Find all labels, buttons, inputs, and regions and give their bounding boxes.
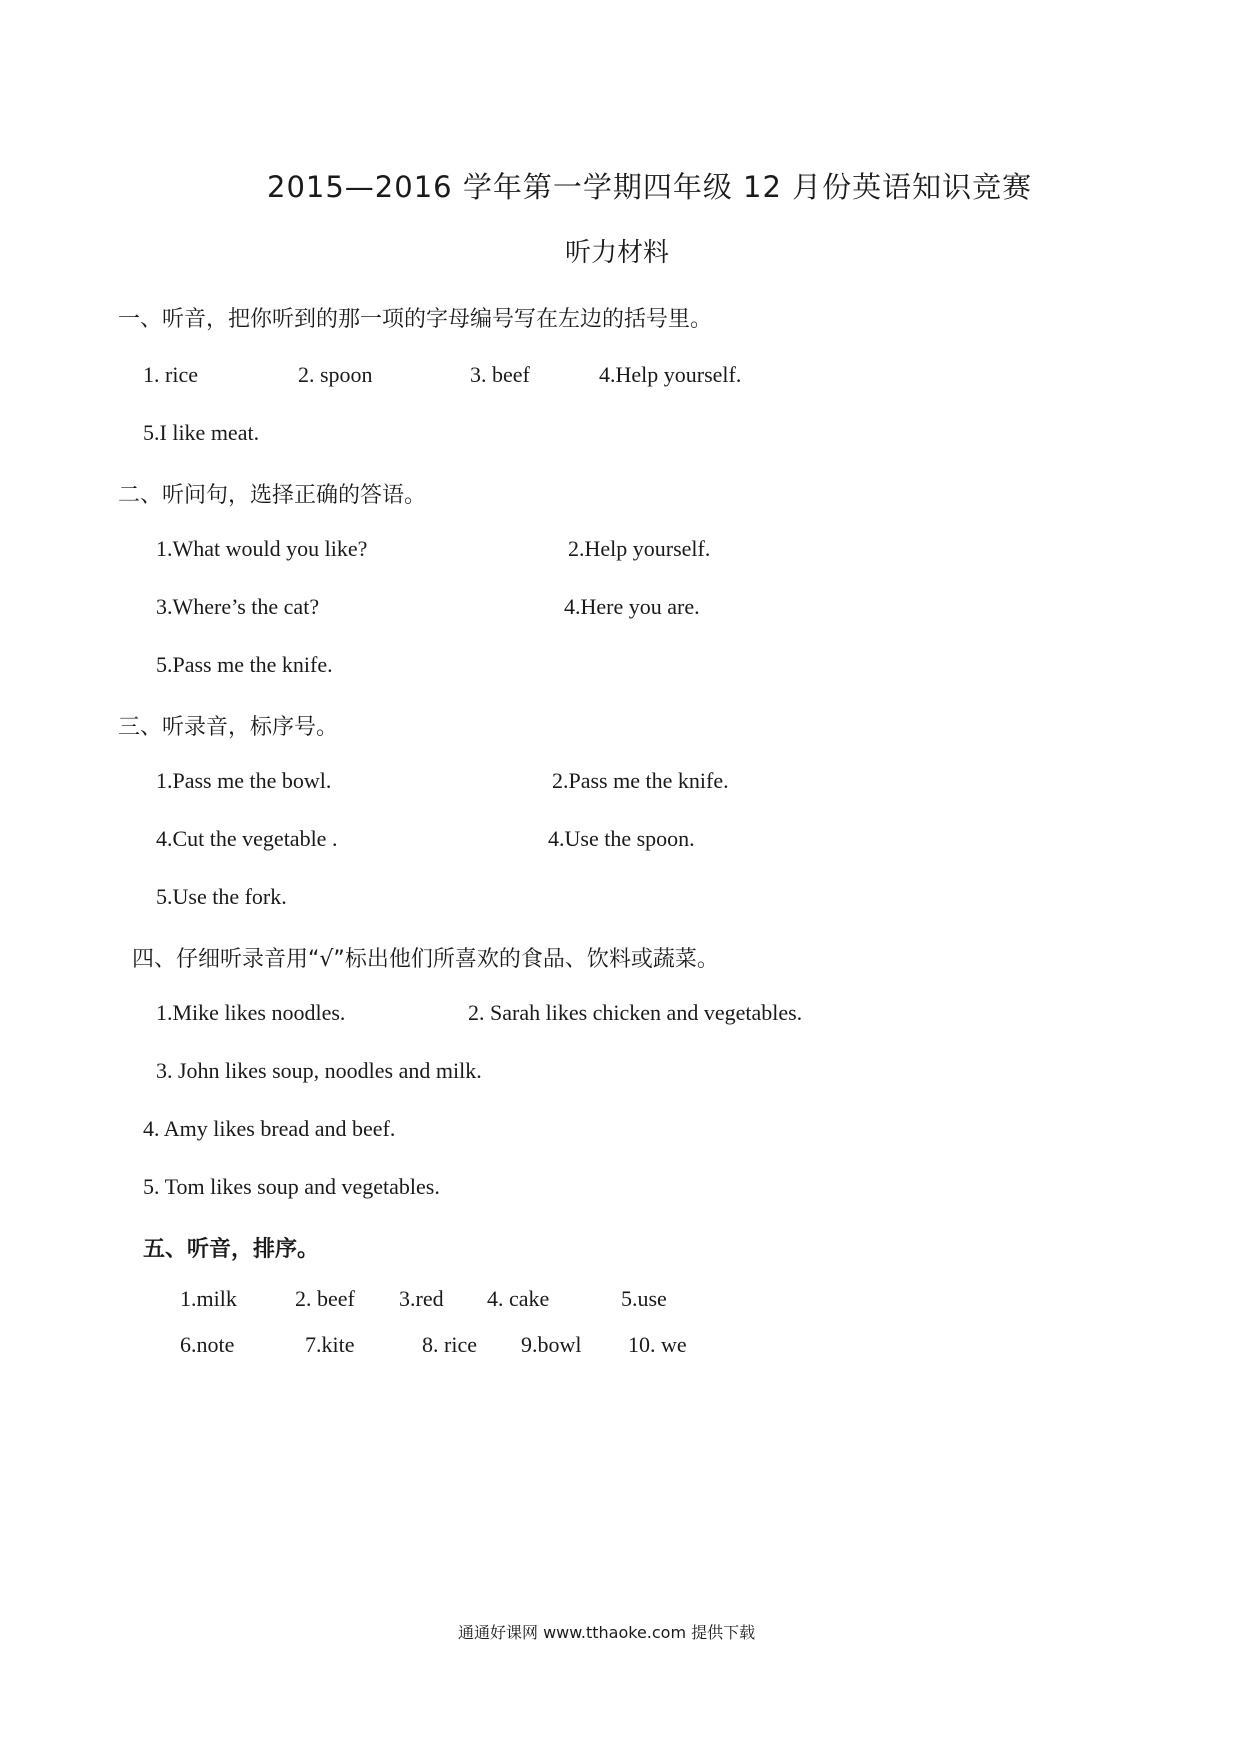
section-2-item: 3.Where’s the cat? (156, 594, 320, 619)
footer-credit: 通通好课网 www.tthaoke.com 提供下载 (458, 1623, 756, 1642)
section-1-item: 3. beef (470, 362, 530, 387)
section-1-item: 2. spoon (298, 362, 373, 387)
section-5-item: 5.use (621, 1286, 667, 1311)
section-4-item: 5. Tom likes soup and vegetables. (143, 1174, 440, 1199)
section-5-item: 3.red (399, 1286, 444, 1311)
section-4-heading: 四、仔细听录音用“√”标出他们所喜欢的食品、饮料或蔬菜。 (132, 947, 719, 972)
section-3-item: 1.Pass me the bowl. (156, 768, 332, 793)
section-3-item: 2.Pass me the knife. (552, 768, 729, 793)
section-5-item: 6.note (180, 1332, 235, 1357)
section-4-item: 1.Mike likes noodles. (156, 1000, 346, 1025)
section-3-item: 4.Use the spoon. (548, 826, 695, 851)
page-subtitle: 听力材料 (565, 238, 670, 268)
section-1-item: 1. rice (143, 362, 198, 387)
section-2-heading: 二、听问句，选择正确的答语。 (118, 483, 427, 508)
section-5-item: 1.milk (180, 1286, 237, 1311)
page-title: 2015—2016 学年第一学期四年级 12 月份英语知识竞赛 (267, 170, 1033, 204)
section-2-item: 4.Here you are. (564, 594, 700, 619)
section-3-item: 5.Use the fork. (156, 884, 287, 909)
section-4-item: 3. John likes soup, noodles and milk. (156, 1058, 482, 1083)
section-3-item: 4.Cut the vegetable . (156, 826, 338, 851)
section-5-item: 9.bowl (521, 1332, 582, 1357)
section-1-item: 4.Help yourself. (599, 362, 742, 387)
section-5-item: 4. cake (487, 1286, 550, 1311)
section-5-item: 7.kite (305, 1332, 355, 1357)
section-4-item: 4. Amy likes bread and beef. (143, 1116, 396, 1141)
section-5-heading: 五、听音，排序。 (143, 1237, 320, 1262)
section-1-heading: 一、听音，把你听到的那一项的字母编号写在左边的括号里。 (118, 307, 713, 332)
section-2-item: 5.Pass me the knife. (156, 652, 333, 677)
section-5-item: 2. beef (295, 1286, 355, 1311)
section-2-item: 2.Help yourself. (568, 536, 711, 561)
section-3-heading: 三、听录音，标序号。 (118, 715, 339, 740)
section-2-item: 1.What would you like? (156, 536, 368, 561)
section-5-item: 10. we (628, 1332, 687, 1357)
section-5-item: 8. rice (422, 1332, 477, 1357)
section-4-item: 2. Sarah likes chicken and vegetables. (468, 1000, 803, 1025)
section-1-item: 5.I like meat. (143, 420, 260, 445)
